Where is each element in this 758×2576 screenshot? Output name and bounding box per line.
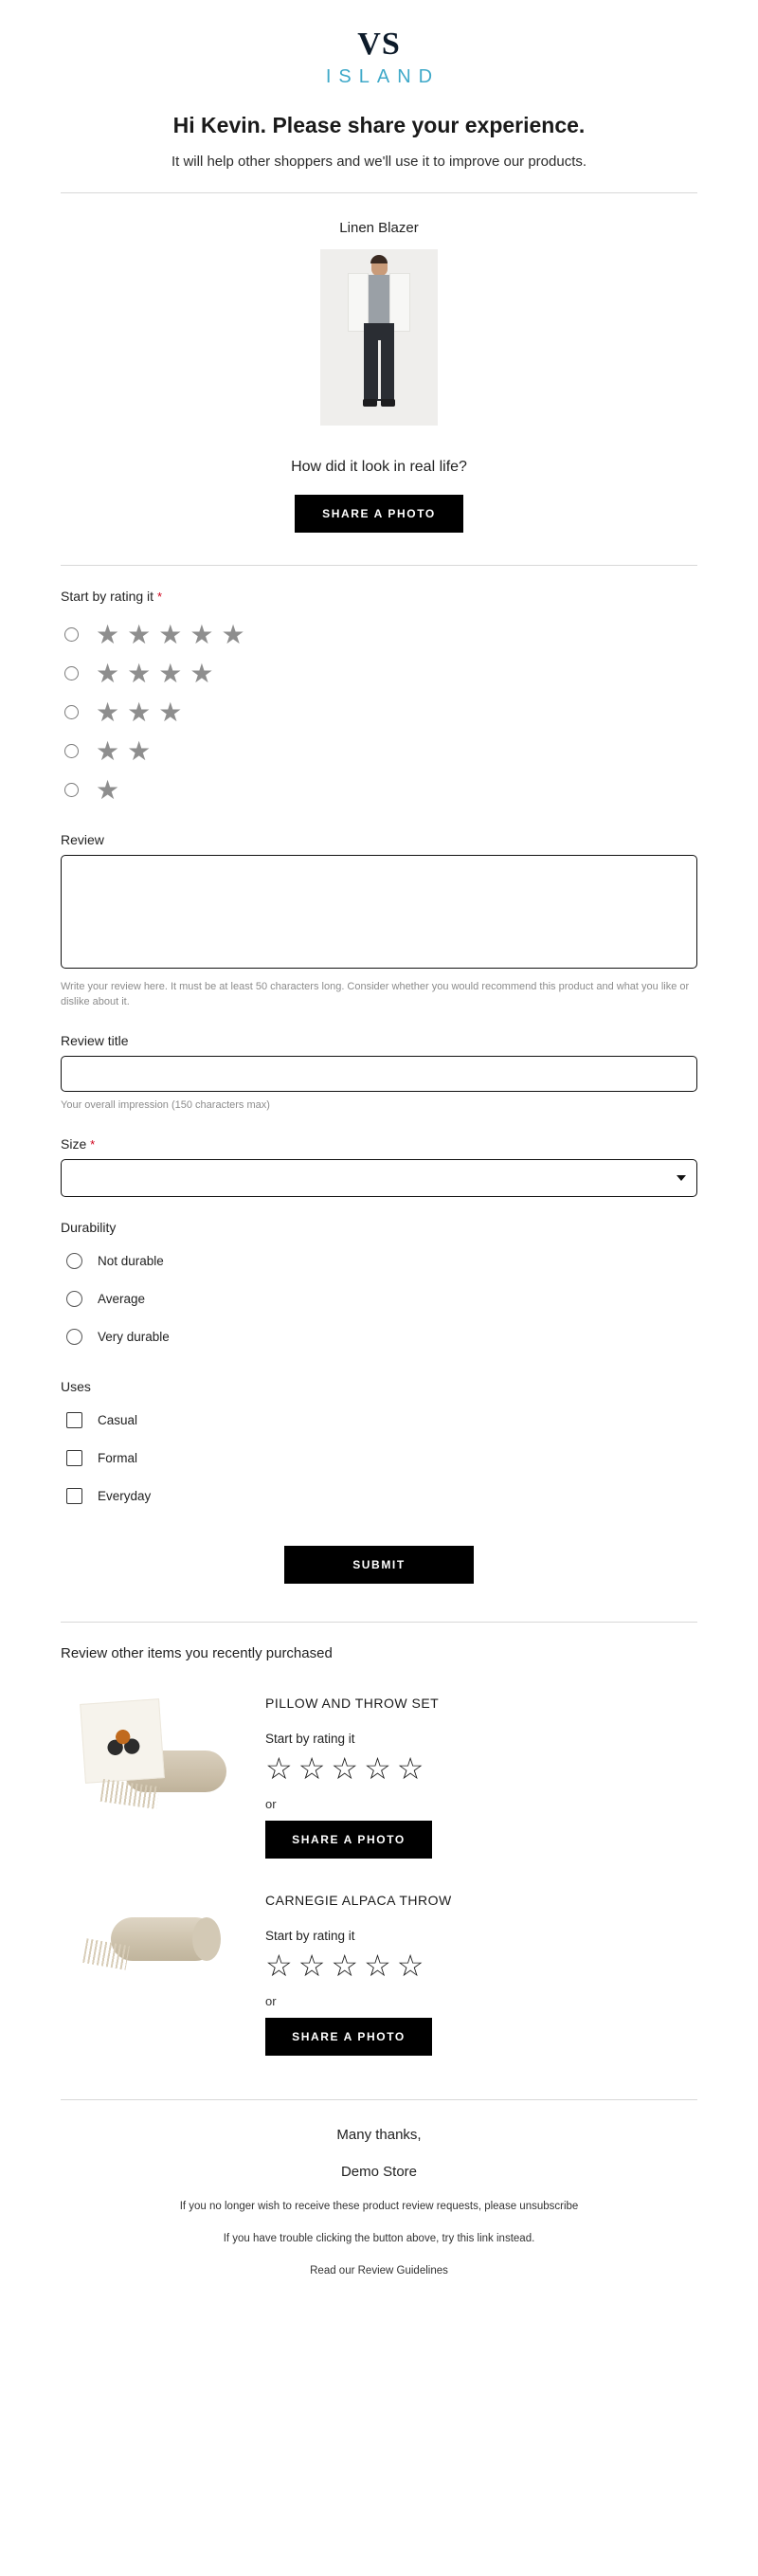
star-outline-icon[interactable]: ☆ — [265, 1948, 293, 1983]
uses-checkbox-everyday[interactable] — [66, 1488, 82, 1504]
other-item-share-photo-button[interactable]: SHARE A PHOTO — [265, 1821, 432, 1859]
other-item-body — [258, 1893, 697, 2056]
size-select-wrapper — [61, 1159, 697, 1197]
durability-radio-average[interactable] — [66, 1291, 82, 1307]
divider-top — [61, 192, 697, 193]
star-icon: ★ — [190, 619, 214, 649]
share-a-photo-button[interactable]: SHARE A PHOTO — [295, 495, 463, 533]
uses-option-everyday[interactable] — [61, 1478, 697, 1515]
divider-footer — [61, 2099, 697, 2100]
other-item-carnegie-alpaca-throw — [61, 1893, 697, 2056]
divider-other-items — [61, 1622, 697, 1623]
rating-radio-3[interactable] — [64, 705, 79, 719]
review-helper-text: Write your review here. It must be at least 50 characters long. Consider whether you would recommend this product and what you like or dislike about it. — [61, 981, 690, 1007]
uses-option-formal[interactable] — [61, 1440, 697, 1478]
star-outline-icon[interactable]: ☆ — [298, 1948, 326, 1983]
footer-trouble-text[interactable]: If you have trouble clicking the button above, try this link instead. — [223, 2232, 535, 2244]
rating-stars-2 — [96, 735, 158, 766]
other-item-or-label: or — [265, 1993, 277, 2008]
other-item-thumbnail — [61, 1893, 258, 2056]
star-icon: ★ — [127, 619, 152, 649]
star-icon: ★ — [221, 619, 245, 649]
review-form — [61, 589, 697, 1584]
star-outline-icon[interactable]: ☆ — [298, 1751, 326, 1786]
content-container — [61, 0, 697, 2314]
review-title-helper-text: Your overall impression (150 characters max) — [61, 1098, 270, 1111]
star-outline-icon[interactable]: ☆ — [364, 1948, 391, 1983]
durability-option-not-durable[interactable] — [61, 1243, 697, 1280]
star-outline-icon[interactable]: ☆ — [265, 1751, 293, 1786]
star-icon: ★ — [96, 735, 120, 766]
rating-radio-4[interactable] — [64, 666, 79, 680]
photo-prompt: How did it look in real life? — [291, 459, 467, 475]
uses-checkbox-casual[interactable] — [66, 1412, 82, 1428]
durability-option-very-durable[interactable] — [61, 1318, 697, 1356]
other-items-title: Review other items you recently purchased — [61, 1644, 333, 1661]
product-photo — [320, 249, 438, 426]
rating-options — [61, 615, 697, 809]
star-icon: ★ — [127, 697, 152, 727]
product-image-container — [61, 249, 697, 430]
divider-form — [61, 565, 697, 566]
logo-secondary-text: ISLAND — [325, 66, 441, 87]
star-icon: ★ — [96, 658, 120, 688]
rating-stars-1 — [96, 774, 127, 805]
rating-stars-4 — [96, 658, 221, 688]
star-icon: ★ — [158, 697, 183, 727]
logo-primary-text: VS — [357, 27, 401, 62]
rating-radio-5[interactable] — [64, 627, 79, 642]
footer-store-name: Demo Store — [340, 2163, 418, 2180]
other-item-thumbnail — [61, 1696, 258, 1859]
durability-option-label: Not durable — [98, 1254, 164, 1269]
other-item-pillow-and-throw-set — [61, 1696, 697, 1859]
star-outline-icon[interactable]: ☆ — [331, 1751, 359, 1786]
star-icon: ★ — [96, 774, 120, 805]
size-required-mark: * — [90, 1136, 96, 1152]
star-outline-icon[interactable]: ☆ — [396, 1751, 424, 1786]
page-subtitle: It will help other shoppers and we'll use it to improve our products. — [171, 154, 587, 170]
review-title-label: Review title — [61, 1032, 129, 1048]
rating-stars-5 — [96, 619, 253, 649]
page-title: Hi Kevin. Please share your experience. — [172, 113, 586, 137]
rating-label — [61, 589, 697, 604]
footer — [61, 2127, 697, 2314]
durability-radio-very-durable[interactable] — [66, 1329, 82, 1345]
brand-logo — [61, 0, 697, 88]
alpaca-throw-image — [79, 1898, 240, 1986]
footer-thanks: Many thanks, — [336, 2126, 422, 2143]
durability-option-label: Average — [98, 1292, 146, 1307]
uses-checkbox-formal[interactable] — [66, 1450, 82, 1466]
other-item-star-rating[interactable] — [265, 1950, 697, 1981]
other-item-rate-label: Start by rating it — [265, 1731, 355, 1746]
rating-option-5[interactable] — [61, 615, 697, 654]
submit-button[interactable]: SUBMIT — [284, 1546, 474, 1584]
durability-options — [61, 1243, 697, 1356]
star-icon: ★ — [127, 735, 152, 766]
footer-unsubscribe-text[interactable]: If you no longer wish to receive these product review requests, please unsubscribe — [179, 2200, 579, 2212]
size-select[interactable] — [61, 1159, 697, 1197]
size-label-text: Size — [61, 1135, 87, 1152]
rating-radio-2[interactable] — [64, 744, 79, 758]
other-item-name: PILLOW AND THROW SET — [265, 1695, 440, 1711]
star-outline-icon[interactable]: ☆ — [331, 1948, 359, 1983]
uses-label: Uses — [61, 1378, 91, 1394]
size-label — [61, 1136, 697, 1152]
star-icon: ★ — [158, 658, 183, 688]
uses-options — [61, 1402, 697, 1515]
uses-option-label: Everyday — [98, 1489, 152, 1504]
other-item-share-photo-button[interactable]: SHARE A PHOTO — [265, 2018, 432, 2056]
rating-option-3[interactable] — [61, 693, 697, 732]
product-name: Linen Blazer — [339, 220, 419, 236]
pillow-throw-image — [79, 1701, 240, 1813]
other-item-star-rating[interactable] — [265, 1753, 697, 1784]
rating-option-1[interactable] — [61, 771, 697, 809]
durability-label: Durability — [61, 1219, 117, 1235]
rating-required-mark: * — [156, 590, 162, 604]
uses-option-label: Formal — [98, 1451, 138, 1466]
star-outline-icon[interactable]: ☆ — [364, 1751, 391, 1786]
review-title-input[interactable] — [61, 1056, 697, 1092]
footer-guidelines-link[interactable]: Read our Review Guidelines — [310, 2264, 448, 2277]
uses-option-casual[interactable] — [61, 1402, 697, 1440]
star-icon: ★ — [127, 658, 152, 688]
review-label: Review — [61, 832, 104, 847]
rating-option-2[interactable] — [61, 732, 697, 771]
durability-option-label: Very durable — [98, 1330, 170, 1345]
durability-option-average[interactable] — [61, 1280, 697, 1318]
uses-option-label: Casual — [98, 1413, 138, 1428]
rating-option-4[interactable] — [61, 654, 697, 693]
other-item-or-label: or — [265, 1796, 277, 1811]
durability-radio-not-durable[interactable] — [66, 1253, 82, 1269]
star-outline-icon[interactable]: ☆ — [396, 1948, 424, 1983]
star-icon: ★ — [158, 619, 183, 649]
rating-radio-1[interactable] — [64, 783, 79, 797]
star-icon: ★ — [96, 697, 120, 727]
star-icon: ★ — [96, 619, 120, 649]
star-icon: ★ — [190, 658, 214, 688]
other-item-rate-label: Start by rating it — [265, 1928, 355, 1943]
rating-stars-3 — [96, 699, 190, 726]
other-item-body — [258, 1696, 697, 1859]
rating-label-text: Start by rating it — [61, 589, 154, 604]
submit-container — [61, 1546, 697, 1584]
other-item-name: CARNEGIE ALPACA THROW — [265, 1892, 452, 1908]
review-textarea[interactable] — [61, 855, 697, 969]
